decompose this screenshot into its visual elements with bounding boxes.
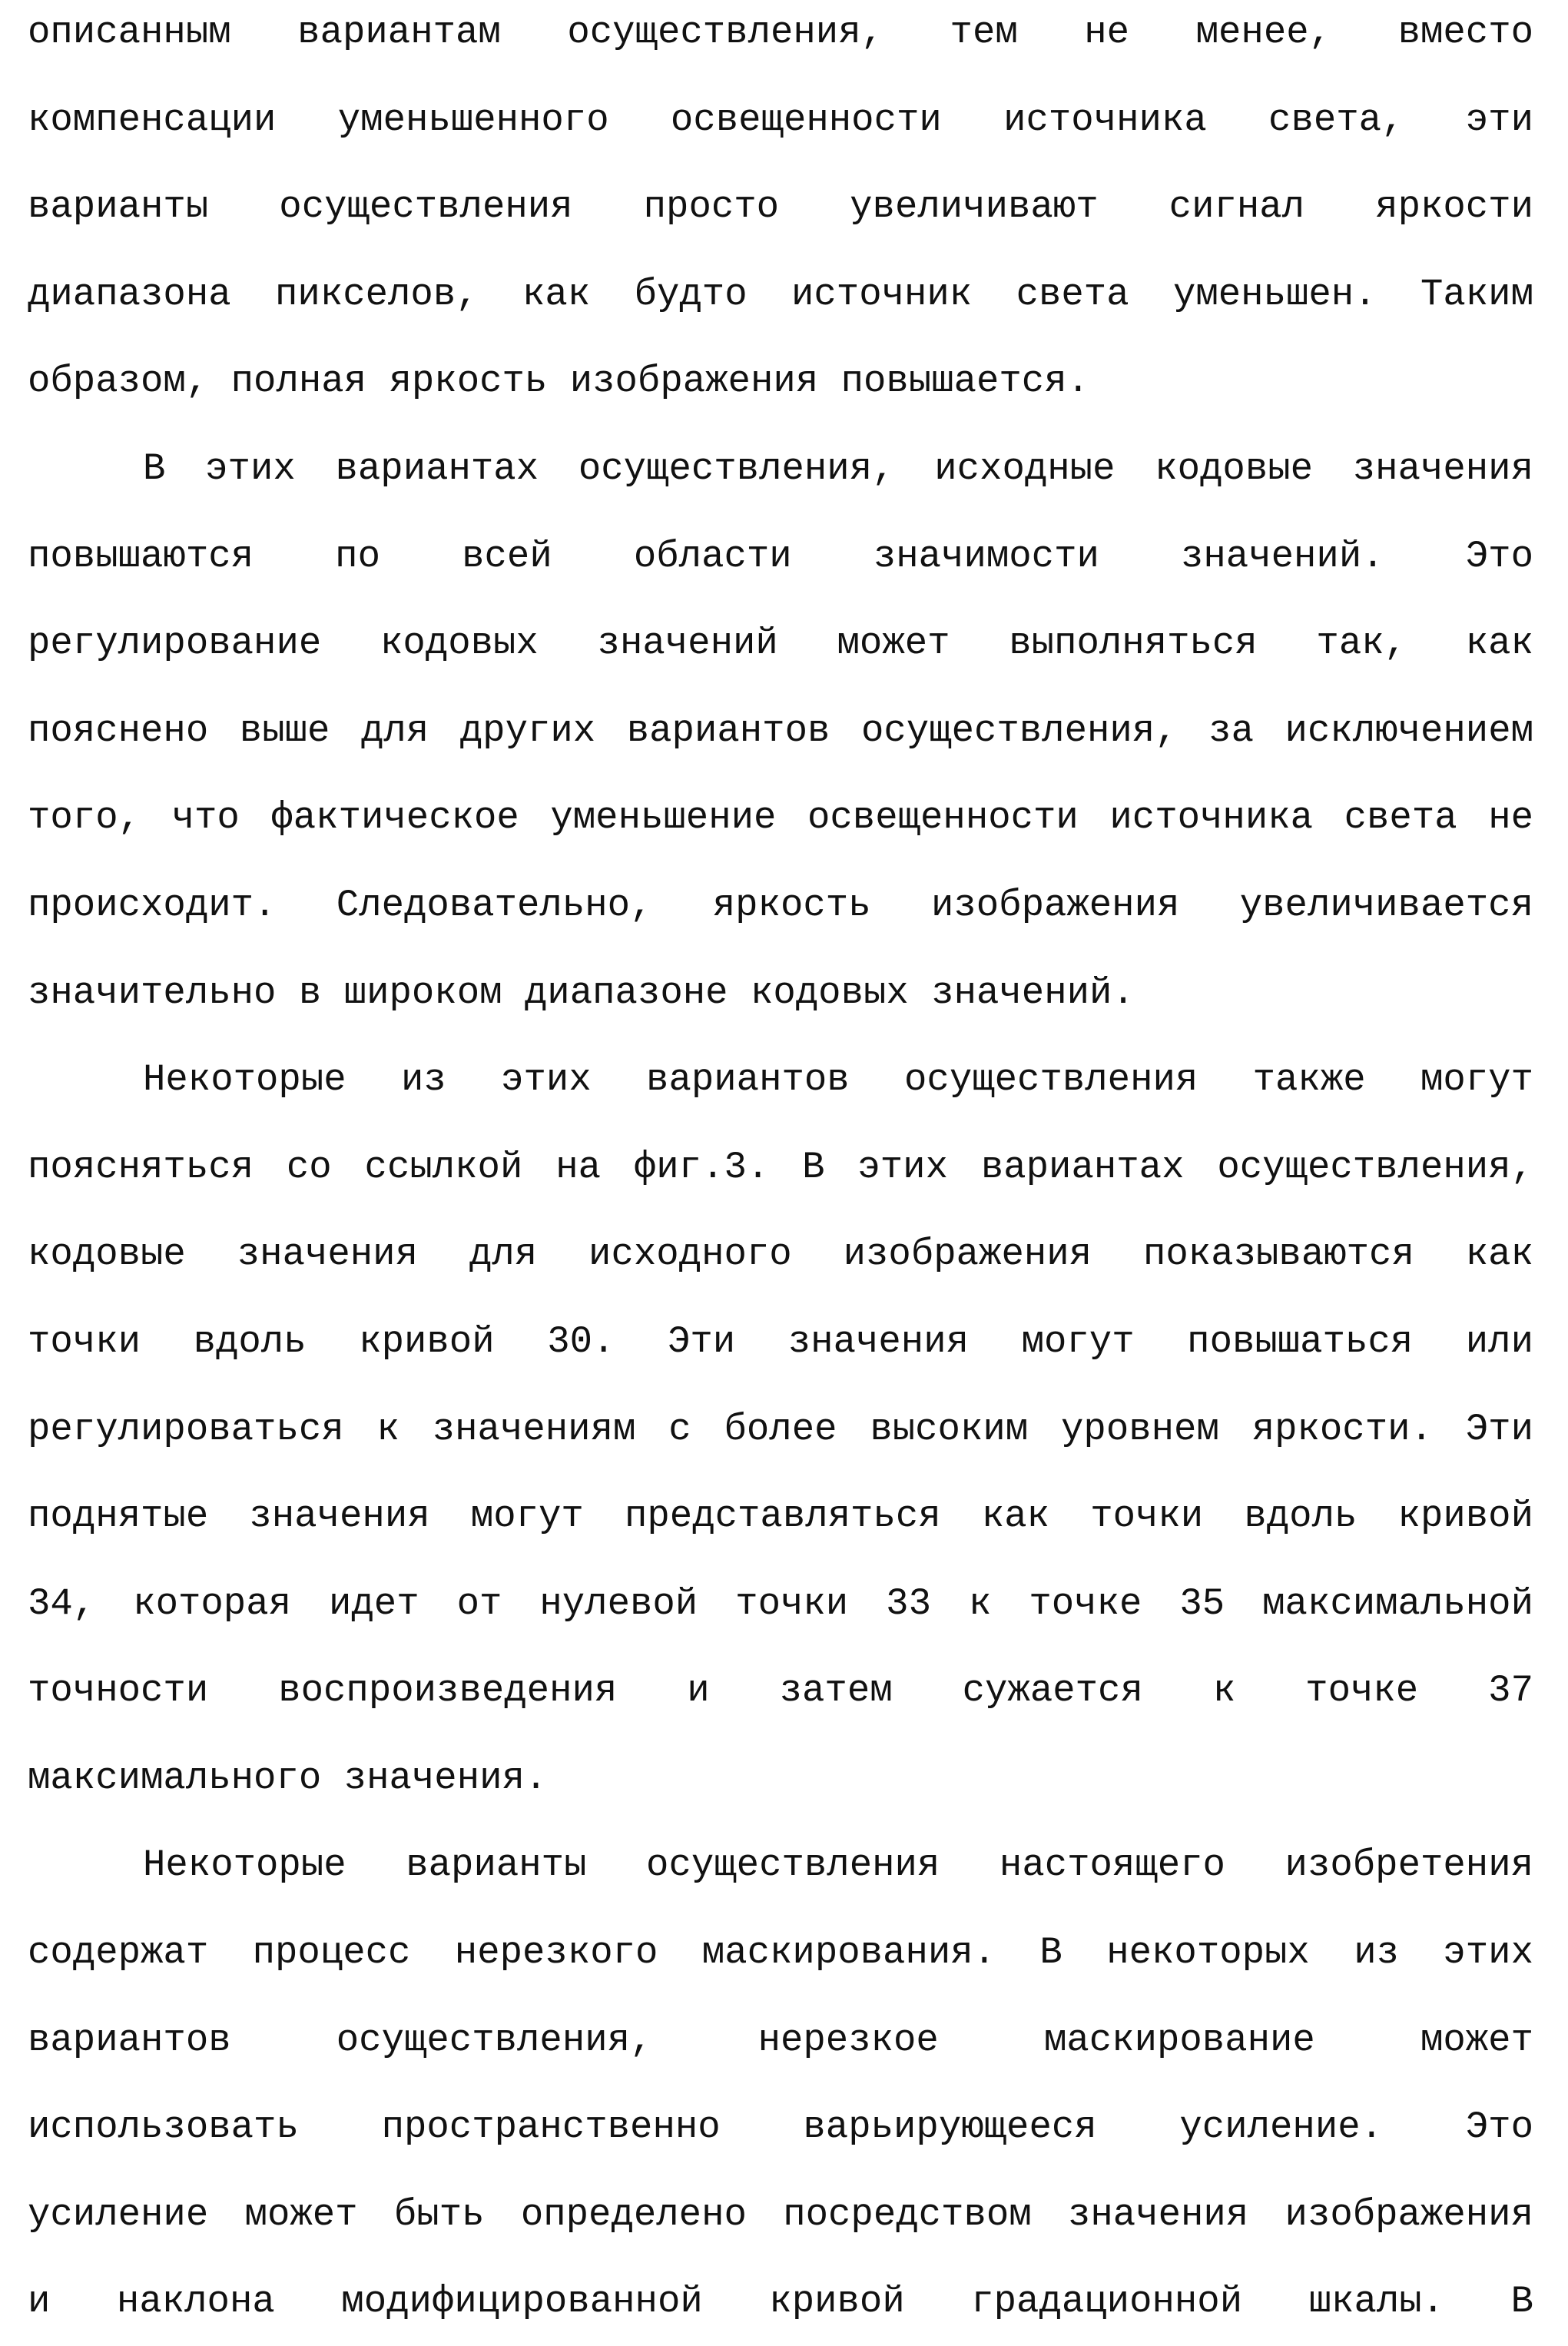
text-line: 34, которая идет от нулевой точки 33 к точке 35 максимальной (28, 1561, 1533, 1648)
paragraph (28, 426, 1533, 1037)
text-line: кодовые значения для исходного изображения показываются как (28, 1211, 1533, 1299)
text-line: Некоторые из этих вариантов осуществления также могут (28, 1037, 1533, 1124)
text-line: и наклона модифицированной кривой градационной шкалы. В (28, 2258, 1533, 2346)
text-line: точки вдоль кривой 30. Эти значения могут повышаться или (28, 1299, 1533, 1386)
text-line: регулирование кодовых значений может выполняться так, как (28, 600, 1533, 688)
text-line: компенсации уменьшенного освещенности источника света, эти (28, 77, 1533, 164)
text-line: использовать пространственно варьирующееся усиление. Это (28, 2084, 1533, 2172)
text-line: варианты осуществления просто увеличивают сигнал яркости (28, 164, 1533, 251)
text-line: происходит. Следовательно, яркость изображения увеличивается (28, 862, 1533, 950)
text-line: В этих вариантах осуществления, исходные кодовые значения (28, 426, 1533, 513)
text-line: вариантов осуществления, нерезкое маскирование может (28, 1997, 1533, 2085)
text-line: регулироваться к значениям с более высоким уровнем яркости. Эти (28, 1386, 1533, 1474)
text-line: описанным вариантам осуществления, тем не менее, вместо (28, 0, 1533, 77)
paragraph (28, 1037, 1533, 1822)
text-line: того, что фактическое уменьшение освещенности источника света не (28, 775, 1533, 862)
text-line: Некоторые варианты осуществления настоящего изобретения (28, 1822, 1533, 1910)
text-line: диапазона пикселов, как будто источник света уменьшен. Таким (28, 251, 1533, 339)
text-line: усиление может быть определено посредством значения изображения (28, 2172, 1533, 2259)
text-line: пояснено выше для других вариантов осуществления, за исключением (28, 688, 1533, 775)
text-line: точности воспроизведения и затем сужается к точке 37 (28, 1648, 1533, 1735)
text-line: поясняться со ссылкой на фиг.3. В этих вариантах осуществления, (28, 1124, 1533, 1212)
document-page (28, 0, 1533, 2346)
text-line: максимального значения. (28, 1735, 1533, 1823)
text-line: поднятые значения могут представляться как точки вдоль кривой (28, 1473, 1533, 1561)
text-line: образом, полная яркость изображения повышается. (28, 338, 1533, 426)
paragraph (28, 1822, 1533, 2346)
text-line: значительно в широком диапазоне кодовых значений. (28, 950, 1533, 1037)
paragraph (28, 0, 1533, 426)
text-line: содержат процесс нерезкого маскирования. В некоторых из этих (28, 1910, 1533, 1997)
text-line: повышаются по всей области значимости значений. Это (28, 513, 1533, 601)
